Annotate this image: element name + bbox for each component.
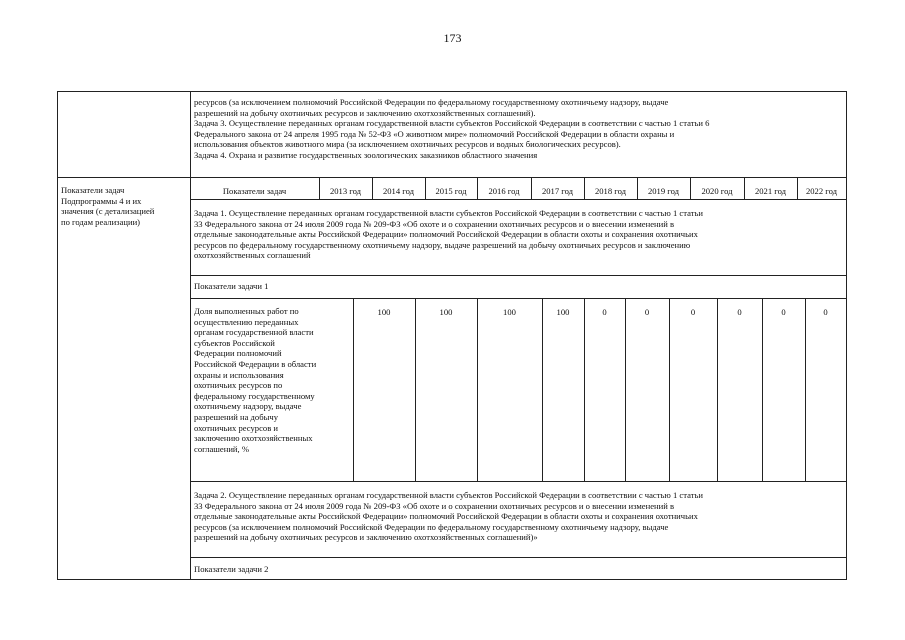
year-header: 2019 год <box>647 186 680 196</box>
text-line: осуществлению переданных <box>194 316 299 327</box>
text-line: охраны и использования <box>194 369 284 380</box>
text-line: Подпрограммы 4 и их <box>61 195 142 206</box>
text-line: Федерального закона от 24 апреля 1995 года № 52-ФЗ «О животном мире» полномочий Российской Федерации в области охраны и <box>194 128 675 139</box>
year-header: 2017 год <box>541 186 574 196</box>
text-line: разрешений на добычу <box>194 411 278 422</box>
value-cell: 0 <box>781 307 786 317</box>
text-line: Задача 3. Осуществление переданных органам государственной власти субъектов Российской Федерации в соответствии с частью 1 статьи 6 <box>194 118 710 129</box>
text-line: 33 Федерального закона от 24 июля 2009 года № 209-ФЗ «Об охоте и о сохранении охотничьих ресурсов и о внесении изменений в <box>194 218 675 229</box>
text-line: Федерации полномочий <box>194 348 282 359</box>
task1-text <box>194 208 703 261</box>
text-line: ресурсов (за исключением полномочий Российской Федерации по федеральному государственному охотничьему надзору, выдаче <box>194 97 669 107</box>
header-indicators-label: Показатели задач <box>222 186 287 196</box>
text-line: федеральному государственному <box>194 390 315 401</box>
text-line: Показатели задач <box>61 185 125 195</box>
text-line: Доля выполненных работ по <box>194 306 299 316</box>
value-cell: 0 <box>602 307 607 317</box>
year-header: 2015 год <box>435 186 467 196</box>
task2-text <box>194 490 703 543</box>
text-line: охотхозяйственных соглашений <box>194 250 311 261</box>
text-line: отдельные законодательные акты Российской Федерации» полномочий Российской Федерации в области охоты и сохранения охотничьих <box>194 229 698 240</box>
text-line: 33 Федерального закона от 24 июля 2009 года № 209-ФЗ «Об охоте и о сохранении охотничьих ресурсов и о внесении изменений в <box>194 500 675 511</box>
top-block-text <box>194 97 709 161</box>
text-line: ресурсов по федеральному государственному охотничьему надзору, выдаче разрешений на добычу охотничьих ресурсов и заключению <box>194 239 691 250</box>
text-line: значения (с детализацией <box>61 206 155 217</box>
indicators-task2-label: Показатели задачи 2 <box>194 564 269 574</box>
year-header: 2014 год <box>382 186 415 196</box>
text-line: субъектов Российской <box>194 337 275 348</box>
value-cell: 0 <box>690 307 696 317</box>
year-header: 2013 год <box>329 186 362 196</box>
year-header: 2022 год <box>805 186 838 196</box>
year-header: 2018 год <box>594 186 627 196</box>
indicator1-description <box>194 306 316 454</box>
text-line: охотничьих ресурсов по <box>194 380 283 391</box>
year-header: 2021 год <box>754 186 787 196</box>
text-line: разрешений на добычу охотничьих ресурсов и заключению охотхозяйственных соглашений). <box>194 107 536 118</box>
text-line: отдельные законодательные акты Российской Федерации» полномочий Российской Федерации в области охоты и сохранения охотничьих <box>194 511 698 522</box>
left-label <box>61 185 154 227</box>
value-cell: 100 <box>556 307 570 317</box>
text-line: использования объектов животного мира (за исключением охотничьих ресурсов и водных биологических ресурсов). <box>194 139 621 150</box>
text-line: Задача 4. Охрана и развитие государственных зоологических заказников областного значения <box>194 149 538 160</box>
page-number: 173 <box>443 31 462 45</box>
value-cell: 100 <box>377 307 391 317</box>
text-line: по годам реализации) <box>61 216 141 227</box>
subprogram-table <box>57 91 847 580</box>
value-cell: 100 <box>439 307 453 317</box>
text-line: соглашений, % <box>194 443 249 454</box>
value-cell: 0 <box>644 307 650 317</box>
year-header: 2020 год <box>701 186 733 196</box>
text-line: заключению охотхозяйственных <box>194 433 313 444</box>
indicators-task1-label: Показатели задачи 1 <box>194 281 269 291</box>
text-line: органам государственной власти <box>194 327 314 338</box>
text-line: охотничьему надзору, выдаче <box>194 401 302 412</box>
text-line: Задача 1. Осуществление переданных органам государственной власти субъектов Российской Федерации в соответствии с частью 1 статьи <box>194 208 703 218</box>
value-cell: 100 <box>503 307 516 317</box>
text-line: Задача 2. Осуществление переданных органам государственной власти субъектов Российской Федерации в соответствии с частью 1 статьи <box>194 490 703 500</box>
value-cell: 0 <box>823 307 828 317</box>
text-line: ресурсов (за исключением полномочий Российской Федерации по федеральному государственному охотничьему надзору, выдаче <box>194 521 669 532</box>
text-line: Российской Федерации в области <box>194 358 317 369</box>
text-line: разрешений на добычу охотничьих ресурсов и заключению охотхозяйственных соглашений)» <box>194 532 538 543</box>
value-cell: 0 <box>737 307 742 317</box>
year-header: 2016 год <box>488 186 520 196</box>
text-line: охотничьих ресурсов и <box>194 422 279 433</box>
